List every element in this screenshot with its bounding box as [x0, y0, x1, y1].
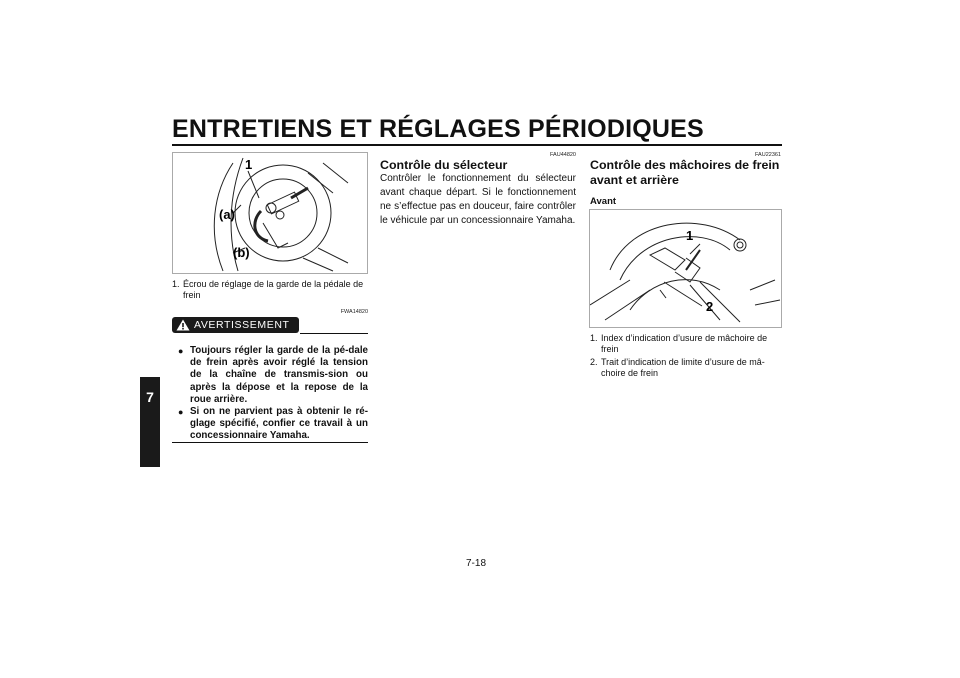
brake-shoe-figure — [589, 209, 782, 328]
figure1-callout-1: 1 — [245, 157, 253, 172]
brake-section-title-line2: avant et arrière — [590, 173, 679, 187]
caption-number: 1. — [590, 333, 598, 343]
caption-text: Trait d’indication de limite d’usure de mâ-choire de frein — [601, 357, 765, 378]
chapter-tab-label: 7 — [146, 389, 154, 405]
warning-triangle-icon — [172, 319, 194, 331]
warning-item-text: Toujours régler la garde de la pé-dale de frein après avoir réglé la tension de la chaîne de transmis-sion ou après la dépose et la repose de la roue arrière. — [190, 345, 368, 405]
warning-code: FWA14820 — [340, 309, 368, 315]
page-title: ENTRETIENS ET RÉGLAGES PÉRIODIQUES — [172, 115, 704, 143]
figure2-caption-item — [590, 357, 781, 379]
title-rule — [172, 144, 782, 146]
chapter-tab — [140, 377, 160, 467]
selector-section-title: Contrôle du sélecteur — [380, 158, 508, 172]
warning-badge — [172, 317, 299, 333]
brake-pedal-illustration — [173, 153, 367, 273]
brake-section-title-line1: Contrôle des mâchoires de frein — [590, 158, 780, 172]
warning-item-text: Si on ne parvient pas à obtenir le ré-glage spécifié, confier ce travail à un concessionnaire Yamaha. — [190, 406, 368, 442]
figure2-callout-1: 1 — [686, 228, 694, 243]
brake-shoe-illustration — [590, 210, 781, 327]
figure2-callout-2: 2 — [706, 299, 714, 314]
caption-text: Index d’indication d’usure de mâchoire de frein — [601, 333, 768, 354]
brake-section-title — [590, 158, 781, 188]
bullet-dot-icon: ● — [178, 407, 184, 418]
caption-number: 2. — [590, 357, 598, 367]
warning-item — [178, 345, 368, 406]
warning-label: AVERTISSEMENT — [194, 319, 290, 331]
selector-section-code: FAU44820 — [550, 152, 576, 158]
figure2-caption-item — [590, 333, 781, 355]
caption-text: Écrou de réglage de la garde de la pédale de frein — [183, 279, 364, 300]
brake-pedal-figure — [172, 152, 368, 274]
warning-list — [178, 345, 368, 443]
warning-top-rule — [300, 333, 368, 334]
figure1-caption-item — [172, 279, 368, 301]
brake-section-code: FAU22361 — [755, 152, 781, 158]
selector-section-body: Contrôler le fonctionnement du sélecteur avant chaque départ. Si le fonctionnement ne s’effectue pas en douceur, faire contrôler le véhicule par un concessionnaire Yamaha. — [380, 173, 576, 226]
brake-subtitle: Avant — [590, 196, 617, 207]
page-number: 7-18 — [466, 558, 487, 569]
figure2-captions — [590, 333, 781, 379]
warning-bottom-rule — [172, 442, 368, 443]
caption-number: 1. — [172, 279, 180, 289]
figure1-callout-b: (b) — [233, 245, 250, 260]
figure1-captions — [172, 279, 368, 301]
warning-item — [178, 406, 368, 443]
figure1-callout-a: (a) — [219, 207, 235, 222]
bullet-dot-icon: ● — [178, 346, 184, 356]
